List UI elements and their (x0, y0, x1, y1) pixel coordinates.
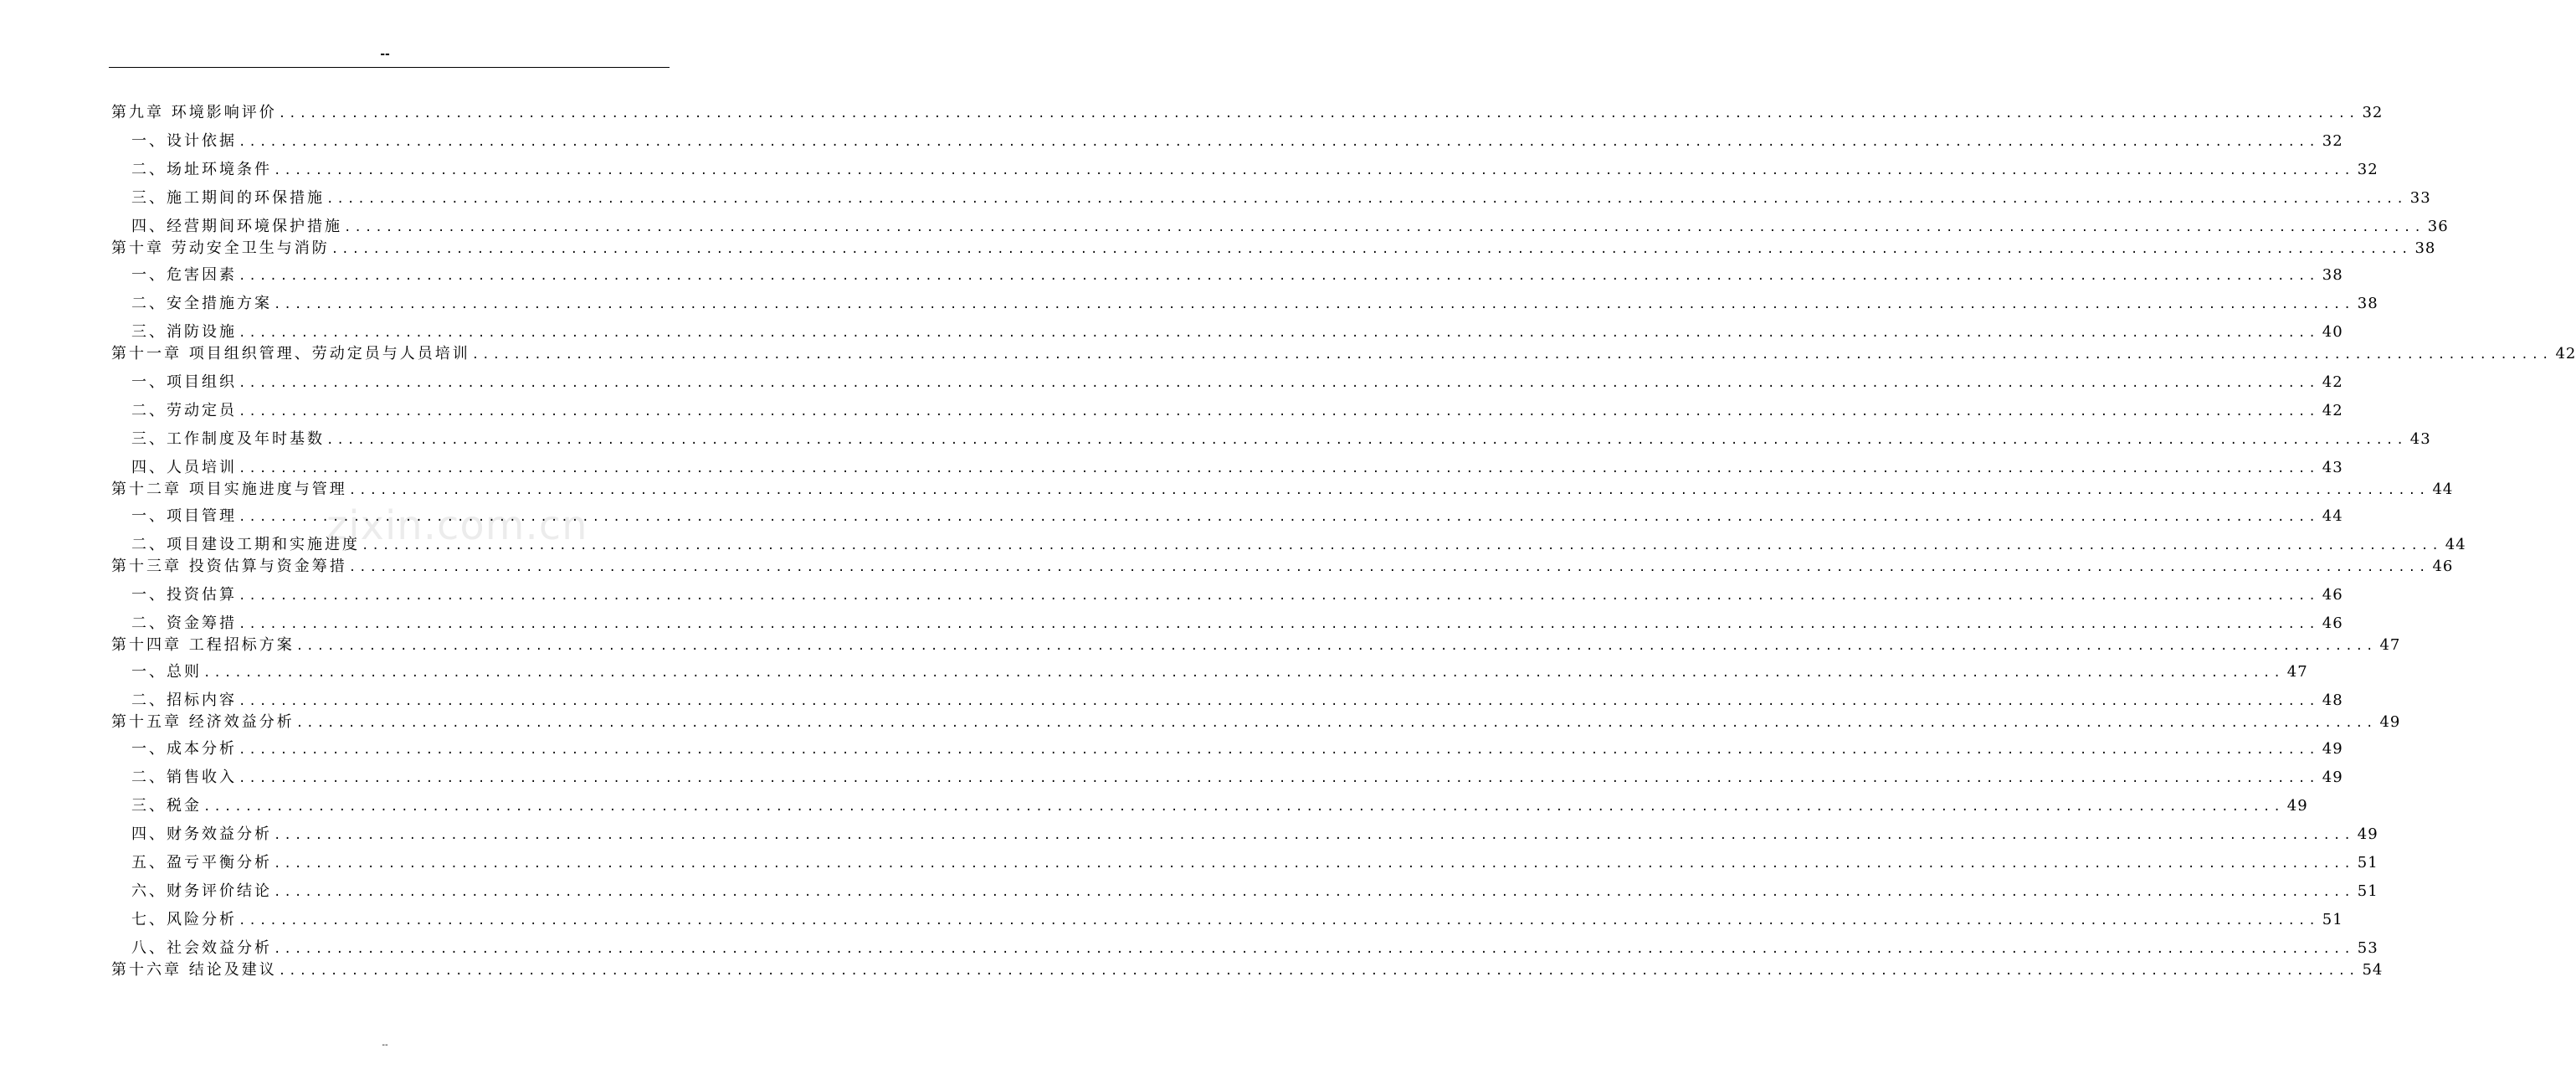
toc-dot-leader: ........................................................................................................................................................................................................ (274, 164, 2354, 177)
toc-entry-title: 一、总则 (131, 663, 202, 681)
toc-section-row[interactable] (131, 586, 2343, 605)
toc-page-number: 51 (2322, 911, 2343, 928)
toc-entry-title: 四、财务效益分析 (131, 825, 272, 843)
toc-chapter-row[interactable] (111, 345, 2576, 364)
toc-entry-title: 第十二章 项目实施进度与管理 (111, 481, 347, 498)
toc-page-number: 44 (2432, 481, 2454, 498)
toc-page-number: 54 (2362, 961, 2384, 979)
toc-dot-leader: ........................................................................................................................................................................................................ (295, 717, 2377, 730)
toc-dot-leader: ........................................................................................................................................................................................................ (274, 857, 2354, 871)
toc-section-row[interactable] (131, 692, 2343, 711)
toc-dot-leader: ........................................................................................................................................................................................................ (471, 348, 2553, 362)
toc-chapter-row[interactable] (111, 961, 2384, 980)
toc-dot-leader: ........................................................................................................................................................................................................ (239, 462, 2319, 476)
watermark: zixin.com.cn (326, 502, 588, 549)
toc-page-number: 49 (2379, 713, 2401, 731)
toc-dot-leader: ........................................................................................................................................................................................................ (203, 800, 2284, 814)
toc-entry-title: 二、场址环境条件 (131, 161, 272, 178)
toc-page-number: 47 (2379, 636, 2401, 654)
toc-section-row[interactable] (131, 663, 2308, 682)
toc-dot-leader: ........................................................................................................................................................................................................ (239, 914, 2319, 928)
toc-section-row[interactable] (131, 132, 2343, 152)
toc-dot-leader: ........................................................................................................................................................................................................ (239, 589, 2319, 603)
toc-entry-title: 一、危害因素 (131, 266, 237, 284)
toc-entry-title: 一、投资估算 (131, 586, 237, 604)
toc-entry-title: 三、工作制度及年时基数 (131, 430, 325, 448)
toc-page-number: 42 (2555, 345, 2576, 362)
toc-dot-leader: ........................................................................................................................................................................................................ (239, 772, 2319, 785)
toc-entry-title: 二、资金筹措 (131, 614, 237, 632)
toc-dot-leader: ........................................................................................................................................................................................................ (344, 221, 2425, 234)
toc-entry-title: 二、招标内容 (131, 692, 237, 709)
toc-page-number: 42 (2322, 373, 2343, 391)
toc-page-number: 49 (2322, 740, 2343, 758)
toc-page-number: 33 (2409, 189, 2431, 207)
toc-dot-leader: ........................................................................................................................................................................................................ (239, 511, 2319, 524)
toc-section-row[interactable] (131, 189, 2431, 208)
toc-entry-title: 五、盈亏平衡分析 (131, 854, 272, 871)
toc-dot-leader: ........................................................................................................................................................................................................ (348, 484, 2430, 497)
toc-dot-leader: ........................................................................................................................................................................................................ (239, 695, 2319, 708)
toc-section-row[interactable] (131, 161, 2378, 180)
toc-entry-title: 三、税金 (131, 797, 202, 815)
toc-dot-leader: ........................................................................................................................................................................................................ (274, 298, 2354, 311)
toc-dot-leader: ........................................................................................................................................................................................................ (239, 326, 2319, 340)
toc-page-number: 38 (2357, 295, 2378, 312)
toc-entry-title: 八、社会效益分析 (131, 939, 272, 957)
toc-page-number: 53 (2357, 939, 2378, 957)
toc-dot-leader: ........................................................................................................................................................................................................ (239, 136, 2319, 149)
toc-section-row[interactable] (131, 266, 2343, 285)
toc-section-row[interactable] (131, 911, 2343, 930)
toc-section-row[interactable] (131, 295, 2378, 314)
toc-entry-title: 二、安全措施方案 (131, 295, 272, 312)
toc-entry-title: 二、劳动定员 (131, 402, 237, 419)
toc-section-row[interactable] (131, 507, 2343, 527)
toc-section-row[interactable] (131, 218, 2449, 237)
toc-entry-title: 第十六章 结论及建议 (111, 961, 277, 979)
toc-entry-title: 三、消防设施 (131, 323, 237, 341)
toc-section-row[interactable] (131, 740, 2343, 759)
toc-dot-leader: ........................................................................................................................................................................................................ (348, 561, 2430, 574)
toc-entry-title: 三、施工期间的环保措施 (131, 189, 325, 207)
toc-page-number: 44 (2445, 536, 2466, 553)
toc-chapter-row[interactable] (111, 636, 2401, 656)
toc-entry-title: 第十四章 工程招标方案 (111, 636, 295, 654)
toc-dot-leader: ........................................................................................................................................................................................................ (278, 107, 2359, 121)
toc-dot-leader: ........................................................................................................................................................................................................ (295, 640, 2377, 653)
toc-entry-title: 第十章 劳动安全卫生与消防 (111, 239, 330, 257)
toc-entry-title: 七、风险分析 (131, 911, 237, 928)
toc-entry-title: 第十一章 项目组织管理、劳动定员与人员培训 (111, 345, 470, 362)
toc-page-number: 51 (2357, 854, 2378, 871)
toc-page-number: 49 (2322, 769, 2343, 786)
toc-section-row[interactable] (131, 939, 2378, 959)
toc-page-number: 42 (2322, 402, 2343, 419)
toc-chapter-row[interactable] (111, 481, 2454, 500)
toc-page-number: 49 (2286, 797, 2308, 815)
toc-dot-leader: ........................................................................................................................................................................................................ (326, 434, 2407, 447)
toc-page-number: 46 (2432, 558, 2454, 575)
toc-dot-leader: ........................................................................................................................................................................................................ (274, 886, 2354, 899)
toc-page-number: 36 (2427, 218, 2449, 235)
toc-page-number: 48 (2322, 692, 2343, 709)
toc-entry-title: 第十三章 投资估算与资金筹措 (111, 558, 347, 575)
toc-dot-leader: ........................................................................................................................................................................................................ (239, 405, 2319, 419)
toc-page-number: 40 (2322, 323, 2343, 341)
toc-dot-leader: ........................................................................................................................................................................................................ (274, 943, 2354, 956)
toc-page-number: 46 (2322, 586, 2343, 604)
toc-dot-leader: ........................................................................................................................................................................................................ (326, 193, 2407, 206)
toc-section-row[interactable] (131, 323, 2343, 342)
toc-page-number: 32 (2322, 132, 2343, 150)
toc-page-number: 43 (2409, 430, 2431, 448)
toc-dot-leader: ........................................................................................................................................................................................................ (239, 377, 2319, 390)
toc-page-number: 32 (2357, 161, 2378, 178)
toc-chapter-row[interactable] (111, 104, 2384, 123)
toc-page-number: 47 (2286, 663, 2308, 681)
footer-mark: -- (382, 1041, 388, 1050)
toc-page-number: 32 (2362, 104, 2384, 121)
header-mark: -- (380, 48, 390, 61)
toc-dot-leader: ........................................................................................................................................................................................................ (274, 829, 2354, 842)
toc-page-number: 51 (2357, 882, 2378, 900)
toc-dot-leader: ........................................................................................................................................................................................................ (239, 618, 2319, 631)
toc-page-number: 38 (2414, 239, 2436, 257)
toc-dot-leader: ........................................................................................................................................................................................................ (362, 539, 2442, 553)
toc-page-number: 46 (2322, 614, 2343, 632)
toc-section-row[interactable] (131, 430, 2431, 450)
toc-entry-title: 一、设计依据 (131, 132, 237, 150)
toc-section-row[interactable] (131, 614, 2343, 634)
toc-dot-leader: ........................................................................................................................................................................................................ (331, 243, 2412, 256)
toc-entry-title: 第九章 环境影响评价 (111, 104, 277, 121)
toc-section-row[interactable] (131, 854, 2378, 873)
toc-dot-leader: ........................................................................................................................................................................................................ (239, 743, 2319, 757)
toc-entry-title: 一、成本分析 (131, 740, 237, 758)
toc-page-number: 38 (2322, 266, 2343, 284)
toc-section-row[interactable] (131, 825, 2378, 845)
toc-entry-title: 一、项目管理 (131, 507, 237, 525)
toc-page-number: 44 (2322, 507, 2343, 525)
toc-page-number: 49 (2357, 825, 2378, 843)
toc-section-row[interactable] (131, 536, 2466, 555)
toc-section-row[interactable] (131, 402, 2343, 421)
toc-section-row[interactable] (131, 882, 2378, 902)
toc-page-number: 43 (2322, 459, 2343, 476)
toc-entry-title: 一、项目组织 (131, 373, 237, 391)
toc-entry-title: 二、销售收入 (131, 769, 237, 786)
toc-entry-title: 六、财务评价结论 (131, 882, 272, 900)
toc-chapter-row[interactable] (111, 239, 2436, 259)
toc-section-row[interactable] (131, 769, 2343, 788)
toc-dot-leader: ........................................................................................................................................................................................................ (278, 964, 2359, 978)
toc-section-row[interactable] (131, 459, 2343, 478)
toc-section-row[interactable] (131, 373, 2343, 393)
toc-entry-title: 二、项目建设工期和实施进度 (131, 536, 360, 553)
toc-section-row[interactable] (131, 797, 2308, 816)
toc-entry-title: 四、经营期间环境保护措施 (131, 218, 342, 235)
toc-chapter-row[interactable] (111, 558, 2454, 577)
toc-entry-title: 第十五章 经济效益分析 (111, 713, 295, 731)
toc-dot-leader: ........................................................................................................................................................................................................ (203, 666, 2284, 680)
toc-dot-leader: ........................................................................................................................................................................................................ (239, 270, 2319, 283)
toc-chapter-row[interactable] (111, 713, 2401, 733)
toc-entry-title: 四、人员培训 (131, 459, 237, 476)
